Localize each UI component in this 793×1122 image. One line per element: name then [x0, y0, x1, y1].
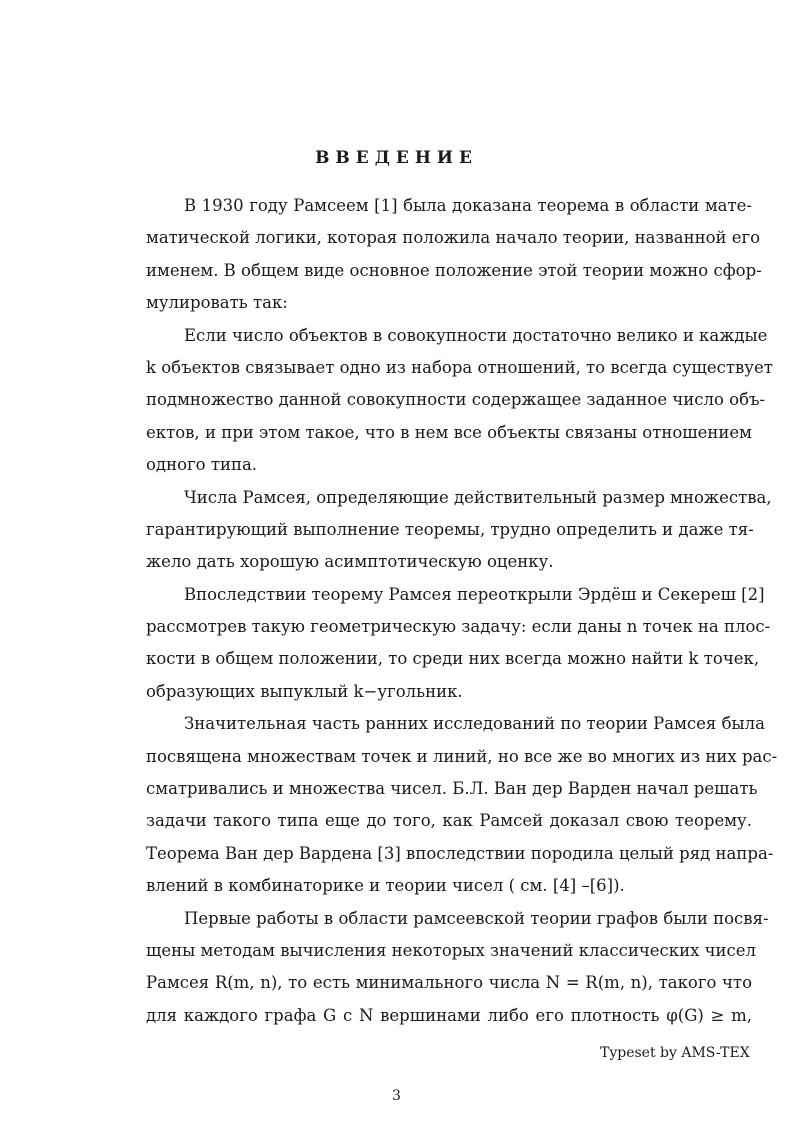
page-title: ВВЕДЕНИЕ — [315, 148, 478, 168]
text-line: рассмотрев такую геометрическую задачу: если даны n точек на плос- — [146, 617, 771, 637]
text-line: образующих выпуклый k−угольник. — [146, 681, 463, 701]
text-line: Первые работы в области рамсеевской теории графов были посвя- — [184, 908, 769, 928]
text-line: ектов, и при этом такое, что в нем все объекты связаны отношением — [146, 422, 752, 442]
page-number: 3 — [392, 1088, 401, 1104]
text-line: мулировать так: — [146, 293, 288, 313]
text-line: кости в общем положении, то среди них всегда можно найти k точек, — [146, 649, 760, 669]
text-line: Впоследствии теорему Рамсея переоткрыли Эрдёш и Секереш [2] — [184, 584, 765, 604]
text-line: задачи такого типа еще до того, как Рамсей доказал свою теорему. — [146, 811, 752, 831]
document-body — [146, 190, 778, 1032]
text-line: Если число объектов в совокупности достаточно велико и каждые — [184, 325, 768, 345]
text-line: влений в комбинаторике и теории чисел ( см. [4] –[6]). — [146, 876, 625, 896]
text-line: Теорема Ван дер Вардена [3] впоследствии породила целый ряд напра- — [146, 843, 774, 863]
text-line: сматривались и множества чисел. Б.Л. Ван дер Варден начал решать — [146, 779, 758, 799]
text-line: именем. В общем виде основное положение этой теории можно сфор- — [146, 260, 762, 280]
text-line: посвящена множествам точек и линий, но все же во многих из них рас- — [146, 746, 778, 766]
text-line: одного типа. — [146, 455, 258, 475]
text-line: Значительная часть ранних исследований по теории Рамсея была — [184, 714, 765, 734]
text-line: щены методам вычисления некоторых значений классических чисел — [146, 940, 757, 960]
text-line: матической логики, которая положила начало теории, названной его — [146, 228, 761, 248]
text-line: гарантирующий выполнение теоремы, трудно определить и даже тя- — [146, 519, 754, 539]
text-line: Рамсея R(m, n), то есть минимального числа N = R(m, n), такого что — [146, 973, 752, 993]
text-line: В 1930 году Рамсеем [1] была доказана теорема в области мате- — [184, 196, 752, 215]
text-line: для каждого графа G с N вершинами либо его плотность φ(G) ≥ m, — [146, 1005, 752, 1025]
text-line: жело дать хорошую асимптотическую оценку. — [146, 552, 554, 572]
typeset-note: Typeset by AMS-TEX — [600, 1045, 750, 1061]
text-line: подмножество данной совокупности содержащее заданное число объ- — [146, 390, 766, 410]
text-line: Числа Рамсея, определяющие действительный размер множества, — [184, 487, 772, 507]
text-line: k объектов связывает одно из набора отношений, то всегда существует — [146, 357, 773, 377]
